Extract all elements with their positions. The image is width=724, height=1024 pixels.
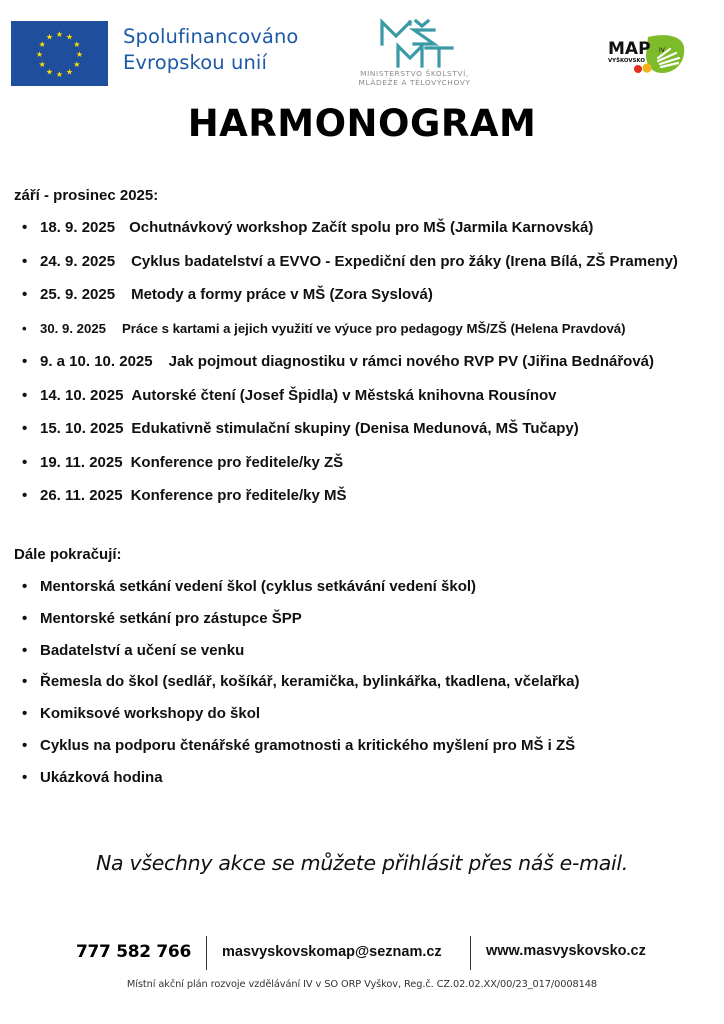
event-title: Edukativně stimulační skupiny (Denisa Medunová, MŠ Tučapy) (131, 420, 579, 437)
event-date: 26. 11. 2025 (40, 487, 123, 504)
ongoing-item-text: Ukázková hodina (40, 768, 163, 786)
website-link[interactable]: www.masvyskovsko.cz (486, 943, 646, 959)
svg-text:★: ★ (45, 32, 54, 42)
ongoing-item-text: Badatelství a učení se venku (40, 641, 245, 659)
event-date: 30. 9. 2025 (40, 320, 106, 336)
event-date: 25. 9. 2025 (40, 286, 116, 303)
ongoing-item-text: Řemesla do škol (sedlář, košíkář, keramička, bylinkářka, tkadlena, včelařka) (40, 673, 580, 691)
page-title: HARMONOGRAM (187, 102, 537, 145)
ongoing-item (22, 768, 579, 800)
msmt-label (342, 69, 487, 87)
eu-cofinanced-label (123, 24, 298, 76)
bullet: • (22, 673, 28, 691)
msmt-logo (342, 18, 487, 90)
bullet: • (22, 609, 28, 627)
header-logos (0, 0, 724, 100)
event-item (22, 319, 678, 353)
bullet: • (22, 641, 28, 659)
event-date: 19. 11. 2025 (40, 453, 123, 471)
bullet: • (22, 453, 28, 471)
svg-text:★: ★ (38, 40, 46, 49)
event-item (22, 218, 678, 252)
svg-text:★: ★ (73, 40, 81, 49)
ongoing-list (22, 577, 579, 800)
bullet: • (22, 705, 28, 723)
event-title: Autorské čtení (Josef Špidla) v Městská knihovna Rousínov (131, 386, 557, 404)
eu-flag-icon (11, 21, 108, 86)
ongoing-item-text: Mentorská setkání vedení škol (cyklus setkávání vedení škol) (40, 578, 477, 595)
svg-text:VYŠKOVSKO: VYŠKOVSKO (608, 58, 645, 64)
bullet: • (22, 286, 28, 303)
section-heading-autumn-2025: září - prosinec 2025: (14, 187, 159, 204)
event-date: 18. 9. 2025 (40, 219, 116, 236)
event-title: Konference pro ředitele/ky ZŠ (130, 453, 344, 471)
ongoing-item (22, 704, 579, 736)
signup-call-to-action: Na všechny akce se můžete přihlásit přes náš e-mail. (95, 851, 629, 875)
event-title: Cyklus badatelství a EVVO - Expediční den pro žáky (Irena Bílá, ZŠ Prameny) (131, 252, 678, 270)
bullet: • (22, 736, 28, 754)
event-title: Metody a formy práce v MŠ (Zora Syslová) (131, 286, 433, 303)
ongoing-item (22, 609, 579, 641)
bullet: • (22, 219, 28, 236)
msmt-mark-icon (376, 18, 456, 68)
svg-text:★: ★ (55, 70, 64, 79)
email-link[interactable]: masvyskovskomap@seznam.cz (222, 944, 442, 960)
bullet: • (22, 487, 28, 504)
event-item (22, 352, 678, 386)
eu-text-line2: Evropskou unií (123, 51, 267, 74)
bullet: • (22, 252, 28, 270)
svg-text:★: ★ (35, 50, 44, 59)
msmt-label-line2: MLÁDEŽE A TĚLOVÝCHOVY (358, 78, 471, 87)
svg-text:MAP: MAP (608, 39, 651, 59)
event-item (22, 419, 678, 453)
bullet: • (22, 420, 28, 437)
svg-text:★: ★ (73, 60, 81, 69)
section-heading-ongoing: Dále pokračují: (14, 546, 122, 563)
ongoing-item (22, 736, 579, 768)
event-date: 14. 10. 2025 (40, 386, 124, 404)
event-item (22, 252, 678, 286)
bullet: • (22, 386, 28, 404)
event-date: 15. 10. 2025 (40, 420, 124, 437)
event-item (22, 486, 678, 520)
event-title: Konference pro ředitele/ky MŠ (130, 487, 347, 504)
event-title: Ochutnávkový workshop Začít spolu pro MŠ (Jarmila Karnovská) (129, 219, 594, 236)
map-vyskovsko-logo (606, 31, 686, 76)
svg-text:★: ★ (45, 67, 54, 77)
divider (206, 936, 207, 970)
bullet: • (22, 353, 28, 370)
ongoing-item (22, 672, 579, 704)
ongoing-item-text: Mentorské setkání pro zástupce ŠPP (40, 609, 302, 627)
event-item (22, 285, 678, 319)
eu-text-line1: Spolufinancováno (123, 25, 299, 48)
svg-text:★: ★ (65, 67, 74, 77)
event-item (22, 453, 678, 487)
bullet: • (22, 768, 28, 786)
phone-number[interactable]: 777 582 766 (76, 942, 191, 962)
svg-text:★: ★ (38, 60, 46, 69)
event-date: 24. 9. 2025 (40, 252, 116, 270)
svg-text:IV: IV (659, 47, 665, 54)
event-title: Jak pojmout diagnostiku v rámci nového RVP PV (Jiřina Bednářová) (168, 353, 655, 370)
msmt-label-line1: MINISTERSTVO ŠKOLSTVÍ, (360, 69, 469, 78)
event-item (22, 386, 678, 420)
divider (470, 936, 471, 970)
ongoing-item (22, 577, 579, 609)
event-list (22, 218, 678, 520)
project-registration-footnote: Místní akční plán rozvoje vzdělávání IV v SO ORP Vyškov, Reg.č. CZ.02.02.XX/00/23_017/0008148 (126, 979, 598, 990)
bullet: • (22, 320, 27, 336)
ongoing-item (22, 641, 579, 673)
contact-row (0, 934, 724, 972)
event-date: 9. a 10. 10. 2025 (40, 353, 153, 370)
svg-text:★: ★ (65, 32, 74, 42)
bullet: • (22, 578, 28, 595)
svg-text:★: ★ (75, 50, 84, 59)
ongoing-item-text: Komiksové workshopy do škol (40, 705, 261, 723)
ongoing-item-text: Cyklus na podporu čtenářské gramotnosti a kritického myšlení pro MŠ i ZŠ (40, 736, 576, 754)
svg-text:★: ★ (55, 30, 64, 39)
event-title: Práce s kartami a jejich využití ve výuce pro pedagogy MŠ/ZŠ (Helena Pravdová) (122, 320, 626, 336)
